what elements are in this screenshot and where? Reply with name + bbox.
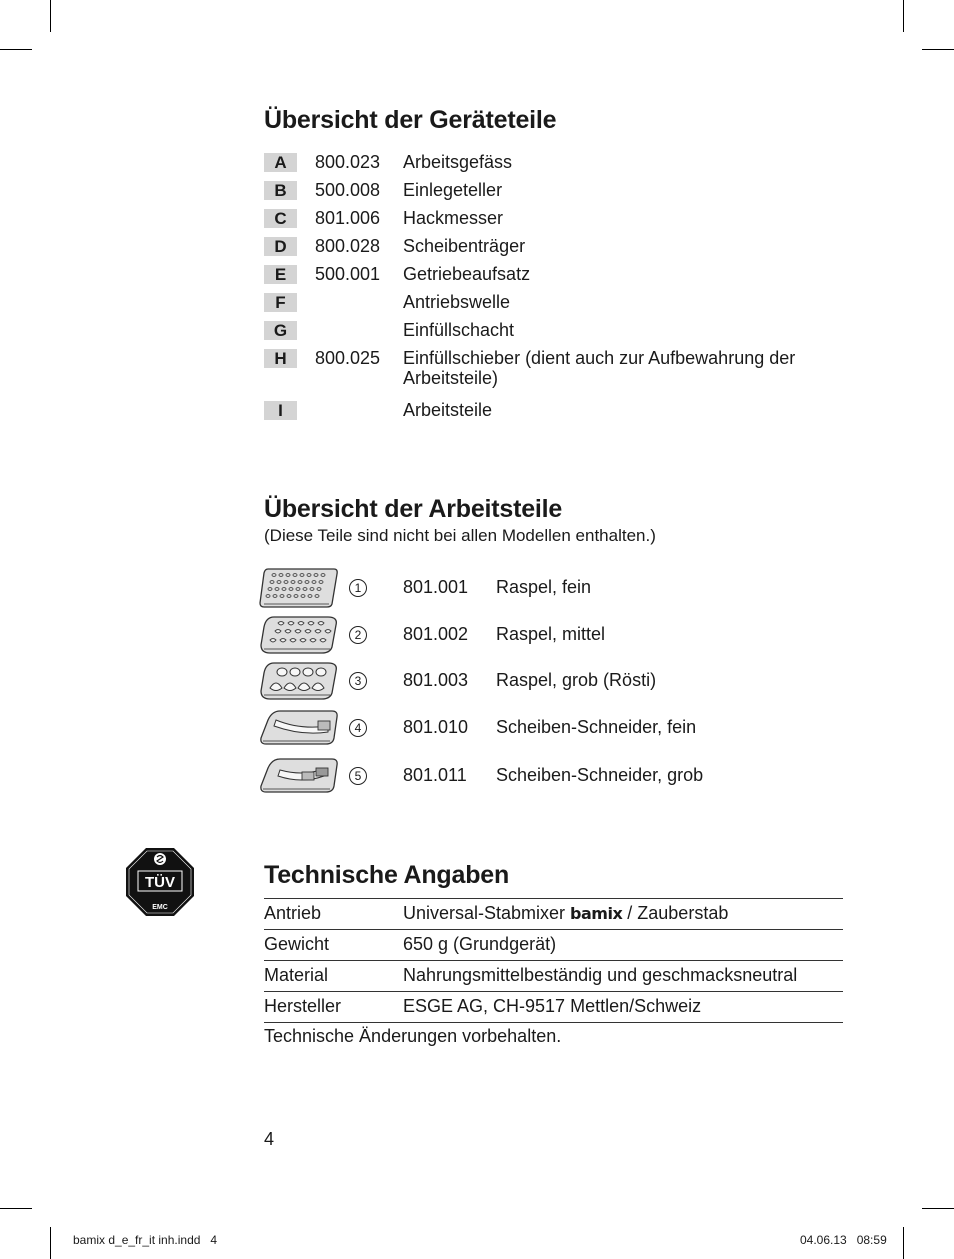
tool-number: 801.011: [403, 765, 467, 785]
coarse-grater-icon: [258, 661, 340, 701]
tool-row: [258, 568, 858, 608]
badge-bottom-text: EMC: [152, 904, 168, 911]
part-number: 800.028: [315, 236, 381, 256]
spec-row: [264, 991, 843, 1023]
page-number: 4: [264, 1129, 275, 1149]
tool-desc: Scheiben-Schneider, grob: [496, 765, 704, 785]
tool-desc: Raspel, fein: [496, 577, 592, 597]
crop-mark: [922, 49, 954, 50]
footer-timestamp: 04.06.13 08:59: [800, 1233, 887, 1247]
part-desc: Einfüllschacht: [403, 320, 515, 340]
part-desc: Arbeitsgefäss: [403, 152, 513, 172]
bamix-logo: bamix: [570, 904, 623, 923]
badge-top-text: TÜV: [145, 874, 175, 891]
crop-mark: [903, 0, 904, 32]
part-letter-badge: H: [264, 349, 297, 368]
spec-value-pre: Universal-Stabmixer: [403, 903, 571, 923]
crop-mark: [0, 49, 32, 50]
coarse-slicer-icon: [258, 756, 340, 796]
parts-title: Übersicht der Geräteteile: [264, 106, 557, 134]
spec-label: Antrieb: [264, 903, 322, 923]
tool-row: [258, 708, 858, 748]
tuv-certification-badge: [125, 847, 195, 917]
tools-subtitle: (Diese Teile sind nicht bei allen Modellen enthalten.): [264, 526, 656, 545]
part-letter-badge: I: [264, 401, 297, 420]
part-letter-badge: A: [264, 153, 297, 172]
part-desc: Arbeitsteile: [403, 400, 493, 420]
crop-mark: [0, 1208, 32, 1209]
spec-row: [264, 960, 843, 991]
part-number: 500.008: [315, 180, 381, 200]
spec-value: Nahrungsmittelbeständig und geschmacksneutral: [403, 965, 798, 985]
spec-value: [403, 903, 728, 924]
part-desc: Einfüllschieber (dient auch zur Aufbewahrung der Arbeitsteile): [403, 348, 796, 388]
tool-desc: Scheiben-Schneider, fein: [496, 717, 697, 737]
fine-grater-icon: [258, 568, 340, 608]
tool-index: 5: [349, 767, 367, 785]
part-letter-badge: F: [264, 293, 297, 312]
tool-index: 2: [349, 626, 367, 644]
spec-row: [264, 898, 843, 929]
tools-title: Übersicht der Arbeitsteile: [264, 495, 563, 523]
spec-row: [264, 929, 843, 960]
part-number: 801.006: [315, 208, 381, 228]
crop-mark: [903, 1227, 904, 1259]
tool-index: 3: [349, 672, 367, 690]
spec-value: 650 g (Grundgerät): [403, 934, 557, 954]
part-desc: Getriebeaufsatz: [403, 264, 531, 284]
spec-label: Material: [264, 965, 329, 985]
specs-table: [264, 898, 843, 1023]
part-number: 800.023: [315, 152, 381, 172]
part-desc: Antriebswelle: [403, 292, 511, 312]
specs-title: Technische Angaben: [264, 861, 510, 889]
tool-index: 1: [349, 579, 367, 597]
part-desc: Hackmesser: [403, 208, 504, 228]
specs-note: Technische Änderungen vorbehalten.: [264, 1026, 562, 1046]
medium-grater-icon: [258, 615, 340, 655]
tool-row: [258, 661, 858, 701]
fine-slicer-icon: [258, 708, 340, 748]
part-number: 800.025: [315, 348, 381, 368]
part-letter-badge: B: [264, 181, 297, 200]
part-letter-badge: D: [264, 237, 297, 256]
spec-value-post: / Zauberstab: [622, 903, 729, 923]
tool-number: 801.003: [403, 670, 469, 690]
tool-number: 801.002: [403, 624, 469, 644]
tool-number: 801.010: [403, 717, 469, 737]
tool-desc: Raspel, grob (Rösti): [496, 670, 657, 690]
crop-mark: [50, 1227, 51, 1259]
crop-mark: [922, 1208, 954, 1209]
spec-label: Gewicht: [264, 934, 330, 954]
part-letter-badge: E: [264, 265, 297, 284]
part-desc: Einlegeteller: [403, 180, 503, 200]
part-number: 500.001: [315, 264, 381, 284]
tool-row: [258, 615, 858, 655]
spec-value: ESGE AG, CH-9517 Mettlen/Schweiz: [403, 996, 702, 1016]
tool-row: [258, 756, 858, 796]
footer-file-name: bamix d_e_fr_it inh.indd 4: [73, 1233, 218, 1247]
part-desc: Scheibenträger: [403, 236, 526, 256]
tool-desc: Raspel, mittel: [496, 624, 606, 644]
tool-number: 801.001: [403, 577, 469, 597]
part-letter-badge: G: [264, 321, 297, 340]
crop-mark: [50, 0, 51, 32]
tool-index: 4: [349, 719, 367, 737]
part-letter-badge: C: [264, 209, 297, 228]
spec-label: Hersteller: [264, 996, 342, 1016]
